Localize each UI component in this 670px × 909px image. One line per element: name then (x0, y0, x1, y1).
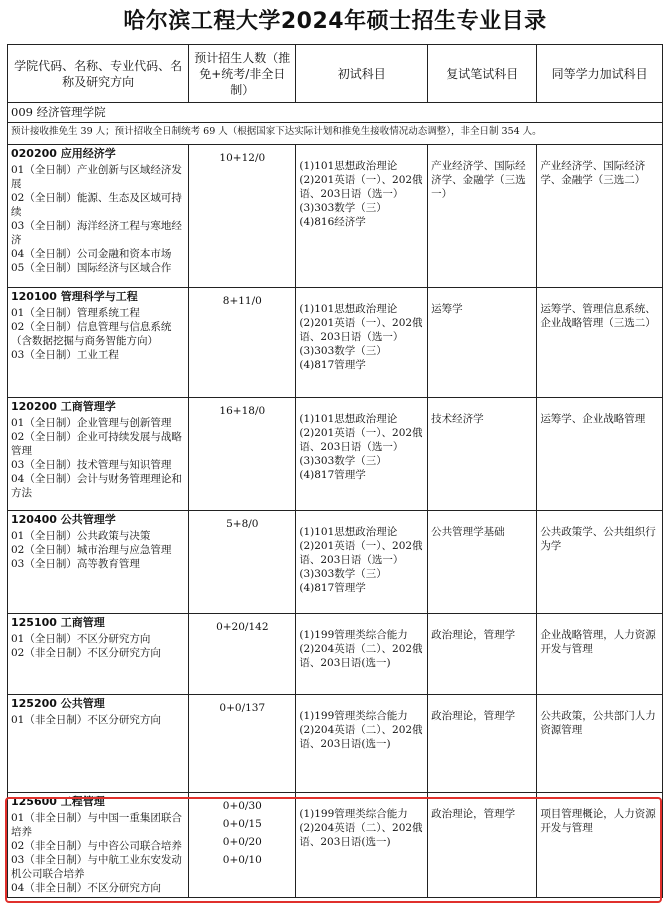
major-cell (8, 145, 189, 288)
extra-subject: 公共政策，公共部门人力资源管理 (540, 710, 656, 736)
retest-subject: 政治理论，管理学 (431, 808, 516, 820)
exam-cell (296, 695, 428, 793)
quota-cell (189, 695, 296, 793)
extra-cell (537, 288, 663, 398)
research-direction: 03（全日制）海洋经济工程与寒地经济 (11, 220, 182, 246)
exam-cell (296, 511, 428, 614)
exam-subject: (1)199管理类综合能力 (299, 808, 408, 820)
header-exam: 初试科目 (296, 45, 428, 103)
header-extra: 同等学力加试科目 (537, 45, 663, 103)
exam-subject: (2)201英语（一）、202俄语、203日语（选一） (299, 174, 423, 200)
note-row (8, 123, 663, 145)
research-direction: 01（非全日制）不区分研究方向 (11, 714, 161, 726)
research-direction: 04（全日制）会计与财务管理理论和方法 (11, 473, 182, 499)
retest-cell (428, 511, 537, 614)
research-direction: 01（全日制）不区分研究方向 (11, 633, 151, 645)
research-direction: 01（非全日制）与中国一重集团联合培养 (11, 812, 182, 838)
exam-subject: (3)303数学（三） (299, 345, 387, 357)
extra-cell (537, 793, 663, 898)
major-code-name: 125600 工程管理 (11, 795, 105, 808)
major-row (8, 288, 663, 398)
research-direction: 01（全日制）企业管理与创新管理 (11, 417, 172, 429)
quota-value: 0+20/142 (216, 621, 269, 633)
exam-subject: (2)204英语（二）、202俄语、203日语(选一) (299, 724, 423, 750)
research-direction: 03（全日制）工业工程 (11, 349, 119, 361)
retest-cell (428, 288, 537, 398)
major-row (8, 695, 663, 793)
research-direction: 02（全日制）能源、生态及区域可持续 (11, 192, 182, 218)
quota-cell (189, 288, 296, 398)
extra-subject: 运筹学、管理信息系统、企业战略管理（三选二） (540, 303, 656, 329)
school-row (8, 103, 663, 123)
quota-cell (189, 614, 296, 695)
research-direction: 03（全日制）高等教育管理 (11, 558, 140, 570)
catalog-table (7, 44, 663, 898)
exam-cell (296, 145, 428, 288)
major-cell (8, 511, 189, 614)
exam-subject: (4)817管理学 (299, 469, 366, 481)
major-row (8, 145, 663, 288)
major-code-name: 125100 工商管理 (11, 616, 105, 629)
exam-subject: (4)816经济学 (299, 216, 366, 228)
extra-cell (537, 614, 663, 695)
header-retest: 复试笔试科目 (428, 45, 537, 103)
research-direction: 03（非全日制）与中航工业东安发动机公司联合培养 (11, 854, 182, 880)
major-cell (8, 398, 189, 511)
exam-subject: (1)101思想政治理论 (299, 413, 398, 425)
major-code-name: 120100 管理科学与工程 (11, 290, 138, 303)
quota-value: 0+0/30 (222, 800, 262, 812)
exam-subject: (3)303数学（三） (299, 202, 387, 214)
research-direction: 01（全日制）公共政策与决策 (11, 530, 151, 542)
exam-subject: (2)201英语（一）、202俄语、203日语（选一） (299, 540, 423, 566)
exam-subject: (3)303数学（三） (299, 568, 387, 580)
header-row (8, 45, 663, 103)
major-cell (8, 288, 189, 398)
major-cell (8, 793, 189, 898)
research-direction: 02（全日制）信息管理与信息系统（含数据挖掘与商务智能方向） (11, 321, 172, 347)
school-name: 009 经济管理学院 (8, 103, 663, 123)
retest-cell (428, 398, 537, 511)
research-direction: 03（全日制）技术管理与知识管理 (11, 459, 172, 471)
extra-subject: 项目管理概论，人力资源开发与管理 (540, 808, 656, 834)
major-code-name: 120200 工商管理学 (11, 400, 116, 413)
exam-cell (296, 614, 428, 695)
quota-value: 16+18/0 (219, 405, 266, 417)
extra-cell (537, 511, 663, 614)
exam-subject: (2)201英语（一）、202俄语、203日语（选一） (299, 427, 423, 453)
research-direction: 04（非全日制）不区分研究方向 (11, 882, 161, 894)
exam-cell (296, 793, 428, 898)
research-direction: 02（全日制）城市治理与应急管理 (11, 544, 172, 556)
exam-cell (296, 288, 428, 398)
research-direction: 01（全日制）管理系统工程 (11, 307, 140, 319)
research-direction: 01（全日制）产业创新与区域经济发展 (11, 164, 182, 190)
research-direction: 02（非全日制）不区分研究方向 (11, 647, 161, 659)
major-row (8, 511, 663, 614)
quota-value: 8+11/0 (222, 295, 262, 307)
exam-subject: (2)204英语（二）、202俄语、203日语(选一) (299, 643, 423, 669)
research-direction: 04（全日制）公司金融和资本市场 (11, 248, 172, 260)
retest-subject: 运筹学 (431, 303, 463, 315)
quota-value: 0+0/20 (222, 836, 262, 848)
exam-subject: (2)201英语（一）、202俄语、203日语（选一） (299, 317, 423, 343)
major-code-name: 020200 应用经济学 (11, 147, 116, 160)
quota-cell (189, 511, 296, 614)
major-row (8, 398, 663, 511)
quota-cell (189, 398, 296, 511)
retest-cell (428, 695, 537, 793)
exam-cell (296, 398, 428, 511)
exam-subject: (3)303数学（三） (299, 455, 387, 467)
major-row (8, 614, 663, 695)
quota-cell (189, 793, 296, 898)
quota-value: 0+0/10 (222, 854, 262, 866)
quota-value: 0+0/137 (219, 702, 266, 714)
major-row (8, 793, 663, 898)
extra-subject: 公共政策学、公共组织行为学 (540, 526, 656, 552)
retest-subject: 公共管理学基础 (431, 526, 505, 538)
retest-cell (428, 614, 537, 695)
exam-subject: (1)101思想政治理论 (299, 303, 398, 315)
exam-subject: (2)204英语（二）、202俄语、203日语(选一) (299, 822, 423, 848)
exam-subject: (1)199管理类综合能力 (299, 710, 408, 722)
retest-subject: 产业经济学、国际经济学、金融学（三选一） (431, 160, 526, 200)
exam-subject: (4)817管理学 (299, 359, 366, 371)
retest-cell (428, 145, 537, 288)
research-direction: 02（全日制）企业可持续发展与战略管理 (11, 431, 182, 457)
major-code-name: 125200 公共管理 (11, 697, 105, 710)
quota-value: 5+8/0 (226, 518, 259, 530)
research-direction: 02（非全日制）与中咨公司联合培养 (11, 840, 182, 852)
exam-subject: (1)101思想政治理论 (299, 526, 398, 538)
extra-subject: 企业战略管理，人力资源开发与管理 (540, 629, 656, 655)
major-cell (8, 614, 189, 695)
quota-value: 10+12/0 (219, 152, 266, 164)
extra-subject: 产业经济学、国际经济学、金融学（三选二） (540, 160, 646, 186)
header-major: 学院代码、名称、专业代码、名称及研究方向 (8, 45, 189, 103)
retest-subject: 技术经济学 (431, 413, 484, 425)
exam-subject: (1)101思想政治理论 (299, 160, 398, 172)
major-code-name: 120400 公共管理学 (11, 513, 116, 526)
research-direction: 05（全日制）国际经济与区域合作 (11, 262, 172, 274)
retest-subject: 政治理论，管理学 (431, 710, 516, 722)
header-quota: 预计招生人数（推免+统考/非全日制） (189, 45, 296, 103)
quota-value: 0+0/15 (222, 818, 262, 830)
enrollment-note: 预计接收推免生 39 人；预计招收全日制统考 69 人（根据国家下达实际计划和推免生接收情况动态调整），非全日制 354 人。 (8, 123, 663, 145)
extra-cell (537, 695, 663, 793)
quota-cell (189, 145, 296, 288)
retest-cell (428, 793, 537, 898)
major-cell (8, 695, 189, 793)
extra-subject: 运筹学、企业战略管理 (540, 413, 646, 425)
exam-subject: (4)817管理学 (299, 582, 366, 594)
retest-subject: 政治理论，管理学 (431, 629, 516, 641)
extra-cell (537, 145, 663, 288)
exam-subject: (1)199管理类综合能力 (299, 629, 408, 641)
extra-cell (537, 398, 663, 511)
page-title: 哈尔滨工程大学2024年硕士招生专业目录 (123, 9, 547, 34)
